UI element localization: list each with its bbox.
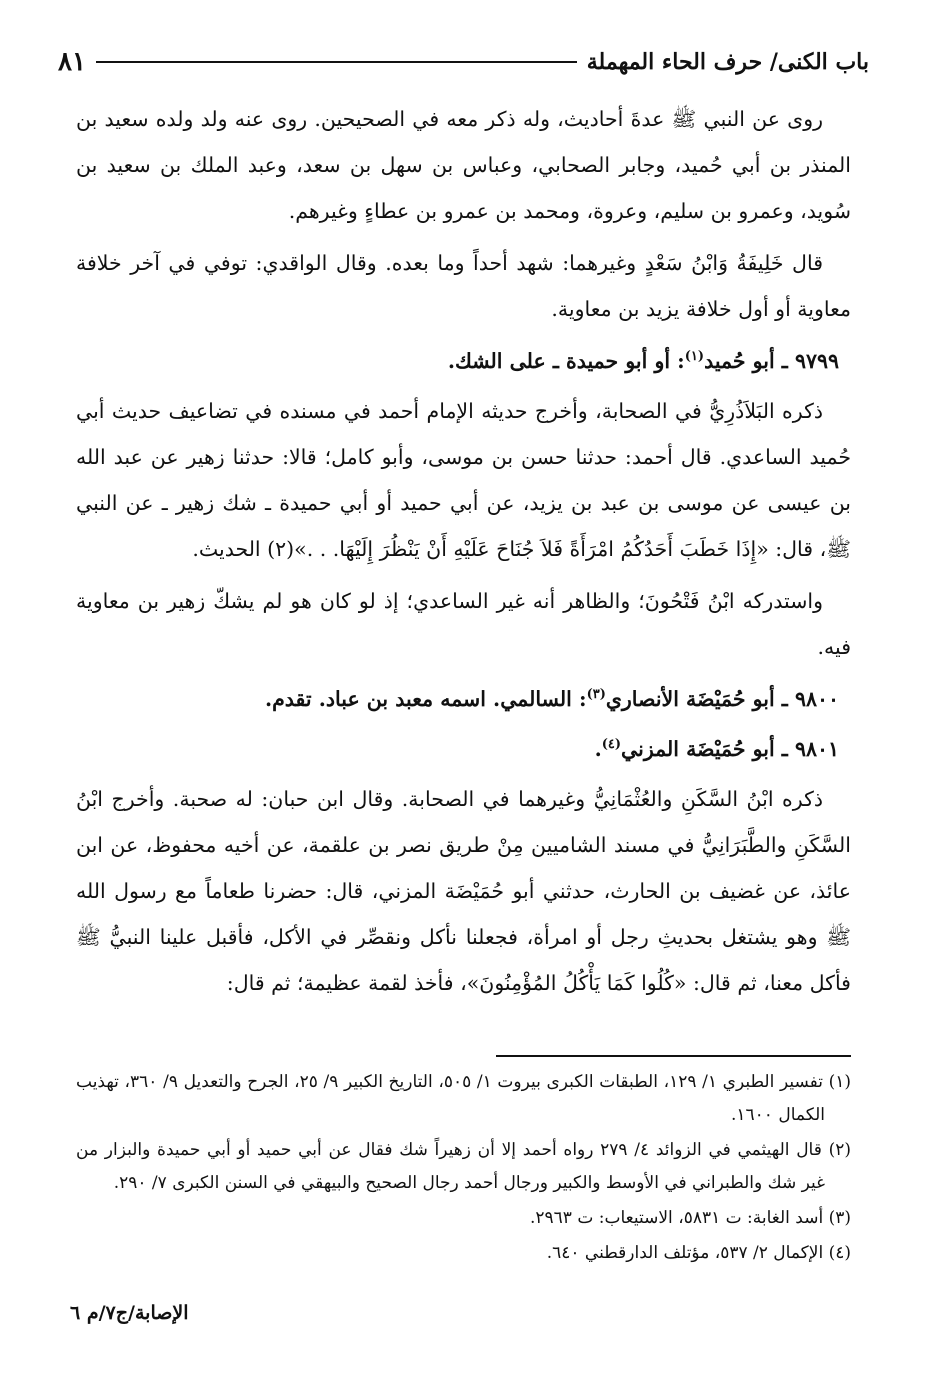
footnote-divider [496, 1055, 851, 1057]
paragraph: ذكره ابْنُ السَّكَنِ والعُثْمَانِيُّ وغيرهما في الصحابة. وقال ابن حبان: له صحبة. وأخرج ابْنُ السَّكَنِ والطَّبَرَانِيُّ في مسند الشاميين مِنْ طريق نصر بن علقمة، عن أخيه محفوظ، عن ابن عائذ، عن غضيف بن الحارث، حدثني أبو حُمَيْضَة المزني، قال: حضرنا طعاماً مع رسول الله ﷺ وهو يشتغل بحديثِ رجل أو امرأة، فجعلنا نأكل ونقصِّر في الأكل، فأقبل علينا النبيُّ ﷺ فأكل معنا، ثم قال: «كُلُوا كَمَا يَأْكُلُ المُؤْمِنُونَ»، فأخذ لقمة عظيمة؛ ثم قال: [76, 787, 851, 995]
paragraph: واستدركه ابْنُ فَتْحُونَ؛ والظاهر أنه غير الساعدي؛ إذ لو كان هو لم يشكّ زهير بن معاوية فيه. [76, 589, 851, 659]
footnote: (١) تفسير الطبري ١/ ١٢٩، الطبقات الكبرى بيروت ١/ ٥٠٥، التاريخ الكبير ٩/ ٢٥، الجرح والتعديل ٩/ ٣٦٠، تهذيب الكمال ١٦٠٠. [76, 1072, 852, 1125]
entry-heading-9799 [76, 338, 851, 384]
footnotes [76, 1066, 851, 1272]
paragraph: ذكره البَلاَذُرِيُّ في الصحابة، وأخرج حديثه الإمام أحمد في مسنده في تضاعيف حديث أبي حُميد الساعدي. قال أحمد: حدثنا حسن بن موسى، وأبو كامل؛ قالا: حدثنا زهير عن عبد الله بن عيسى عن موسى بن عبد بن يزيد، عن أبي حميد أو أبي حميدة ـ شك زهير ـ عن النبي ﷺ، قال: «إِذَا خَطَبَ أَحَدُكُمُ امْرَأَةً فَلاَ جُنَاحَ عَلَيْهِ أَنْ يَنْظُرَ إِلَيْهَا. . .»(٢) الحديث. [76, 399, 851, 561]
paragraph: قال خَلِيفَةُ وَابْنُ سَعْدٍ وغيرهما: شهد أحداً وما بعده. وقال الواقدي: توفي في آخر خلافة معاوية أو أول خلافة يزيد بن معاوية. [76, 251, 851, 321]
footnote-ref: (١) [684, 349, 705, 365]
page-number: ٨١ [58, 47, 86, 77]
entry-heading-9801 [76, 726, 851, 772]
footnote-ref: (٤) [601, 737, 622, 753]
header-rule [96, 61, 577, 63]
entry-title: ٩٧٩٩ ـ أبو حُميد [704, 349, 839, 373]
entry-title: ٩٨٠١ ـ أبو حُمَيْضَة المزني [621, 737, 839, 761]
page-header [58, 42, 869, 82]
entry-title: ٩٨٠٠ ـ أبو حُمَيْضَة الأنصاري [605, 687, 839, 711]
paragraph: روى عن النبي ﷺ عدةَ أحاديث، وله ذكر معه في الصحيحين. روى عنه ولد ولده سعيد بن المنذر بن أبي حُميد، وجابر الصحابي، وعباس بن سهل بن سعد، وعبد الملك بن سعيد بن سُويد، وعمرو بن سليم، وعروة، ومحمد بن عمرو بن عطاءٍ وغيرهم. [76, 107, 851, 223]
main-text [76, 96, 851, 1012]
footnote: (٤) الإكمال ٢/ ٥٣٧، مؤتلف الدارقطني ٦٤٠. [546, 1243, 851, 1263]
printer-signature: الإصابة/ج٧/م ٦ [70, 1302, 189, 1324]
running-title: باب الكنى/ حرف الحاء المهملة [586, 49, 869, 75]
entry-heading-9800 [76, 676, 851, 722]
footnote: (٢) قال الهيثمي في الزوائد ٤/ ٢٧٩ رواه أحمد إلا أن زهيراً شك فقال عن أبي حميد أو أبي حميدة والبزار من غير شك والطبراني في الأوسط والكبير ورجال أحمد رجال الصحيح والبيهقي في السنن الكبرى ٧/ ٢٩٠. [76, 1140, 851, 1193]
footnote-ref: (٣) [586, 687, 606, 703]
entry-rest: : أو أبو حميدة ـ على الشك. [447, 349, 685, 373]
footnote: (٣) أسد الغابة: ت ٥٨٣١، الاستيعاب: ت ٢٩٦٣. [530, 1208, 851, 1228]
entry-rest: : السالمي. اسمه معبد بن عباد. تقدم. [264, 687, 587, 711]
entry-rest: . [594, 737, 602, 761]
